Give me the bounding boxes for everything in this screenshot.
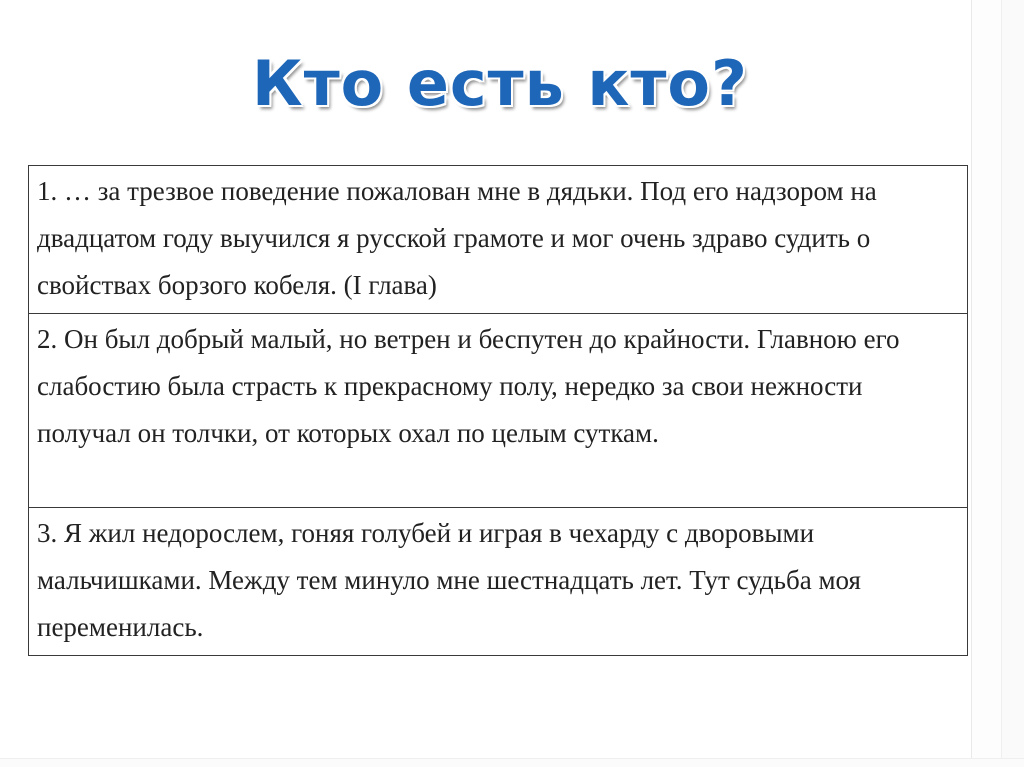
- quote-cell-1: 1. … за трезвое поведение пожалован мне в дядьки. Под его надзором на двадцатом году выучился я русской грамоте и мог очень здраво судить о свойствах борзого кобеля. (I глава): [29, 166, 968, 314]
- quote-row: [29, 508, 968, 656]
- quote-row: [29, 314, 968, 508]
- slide-title: Кто есть кто?: [252, 47, 748, 120]
- slide-frame-bottom: [0, 758, 1024, 767]
- quote-cell-3: 3. Я жил недорослем, гоняя голубей и играя в чехарду с дворовыми мальчишками. Между тем минуло мне шестнадцать лет. Тут судьба моя переменилась.: [29, 508, 968, 656]
- quote-row: [29, 166, 968, 314]
- quote-cell-2: 2. Он был добрый малый, но ветрен и беспутен до крайности. Главною его слабостию была страсть к прекрасному полу, нередко за свои нежности получал он толчки, от которых охал по целым суткам.: [29, 314, 968, 508]
- quote-table: [28, 165, 968, 656]
- slide-frame-right-inner: [1001, 0, 1024, 767]
